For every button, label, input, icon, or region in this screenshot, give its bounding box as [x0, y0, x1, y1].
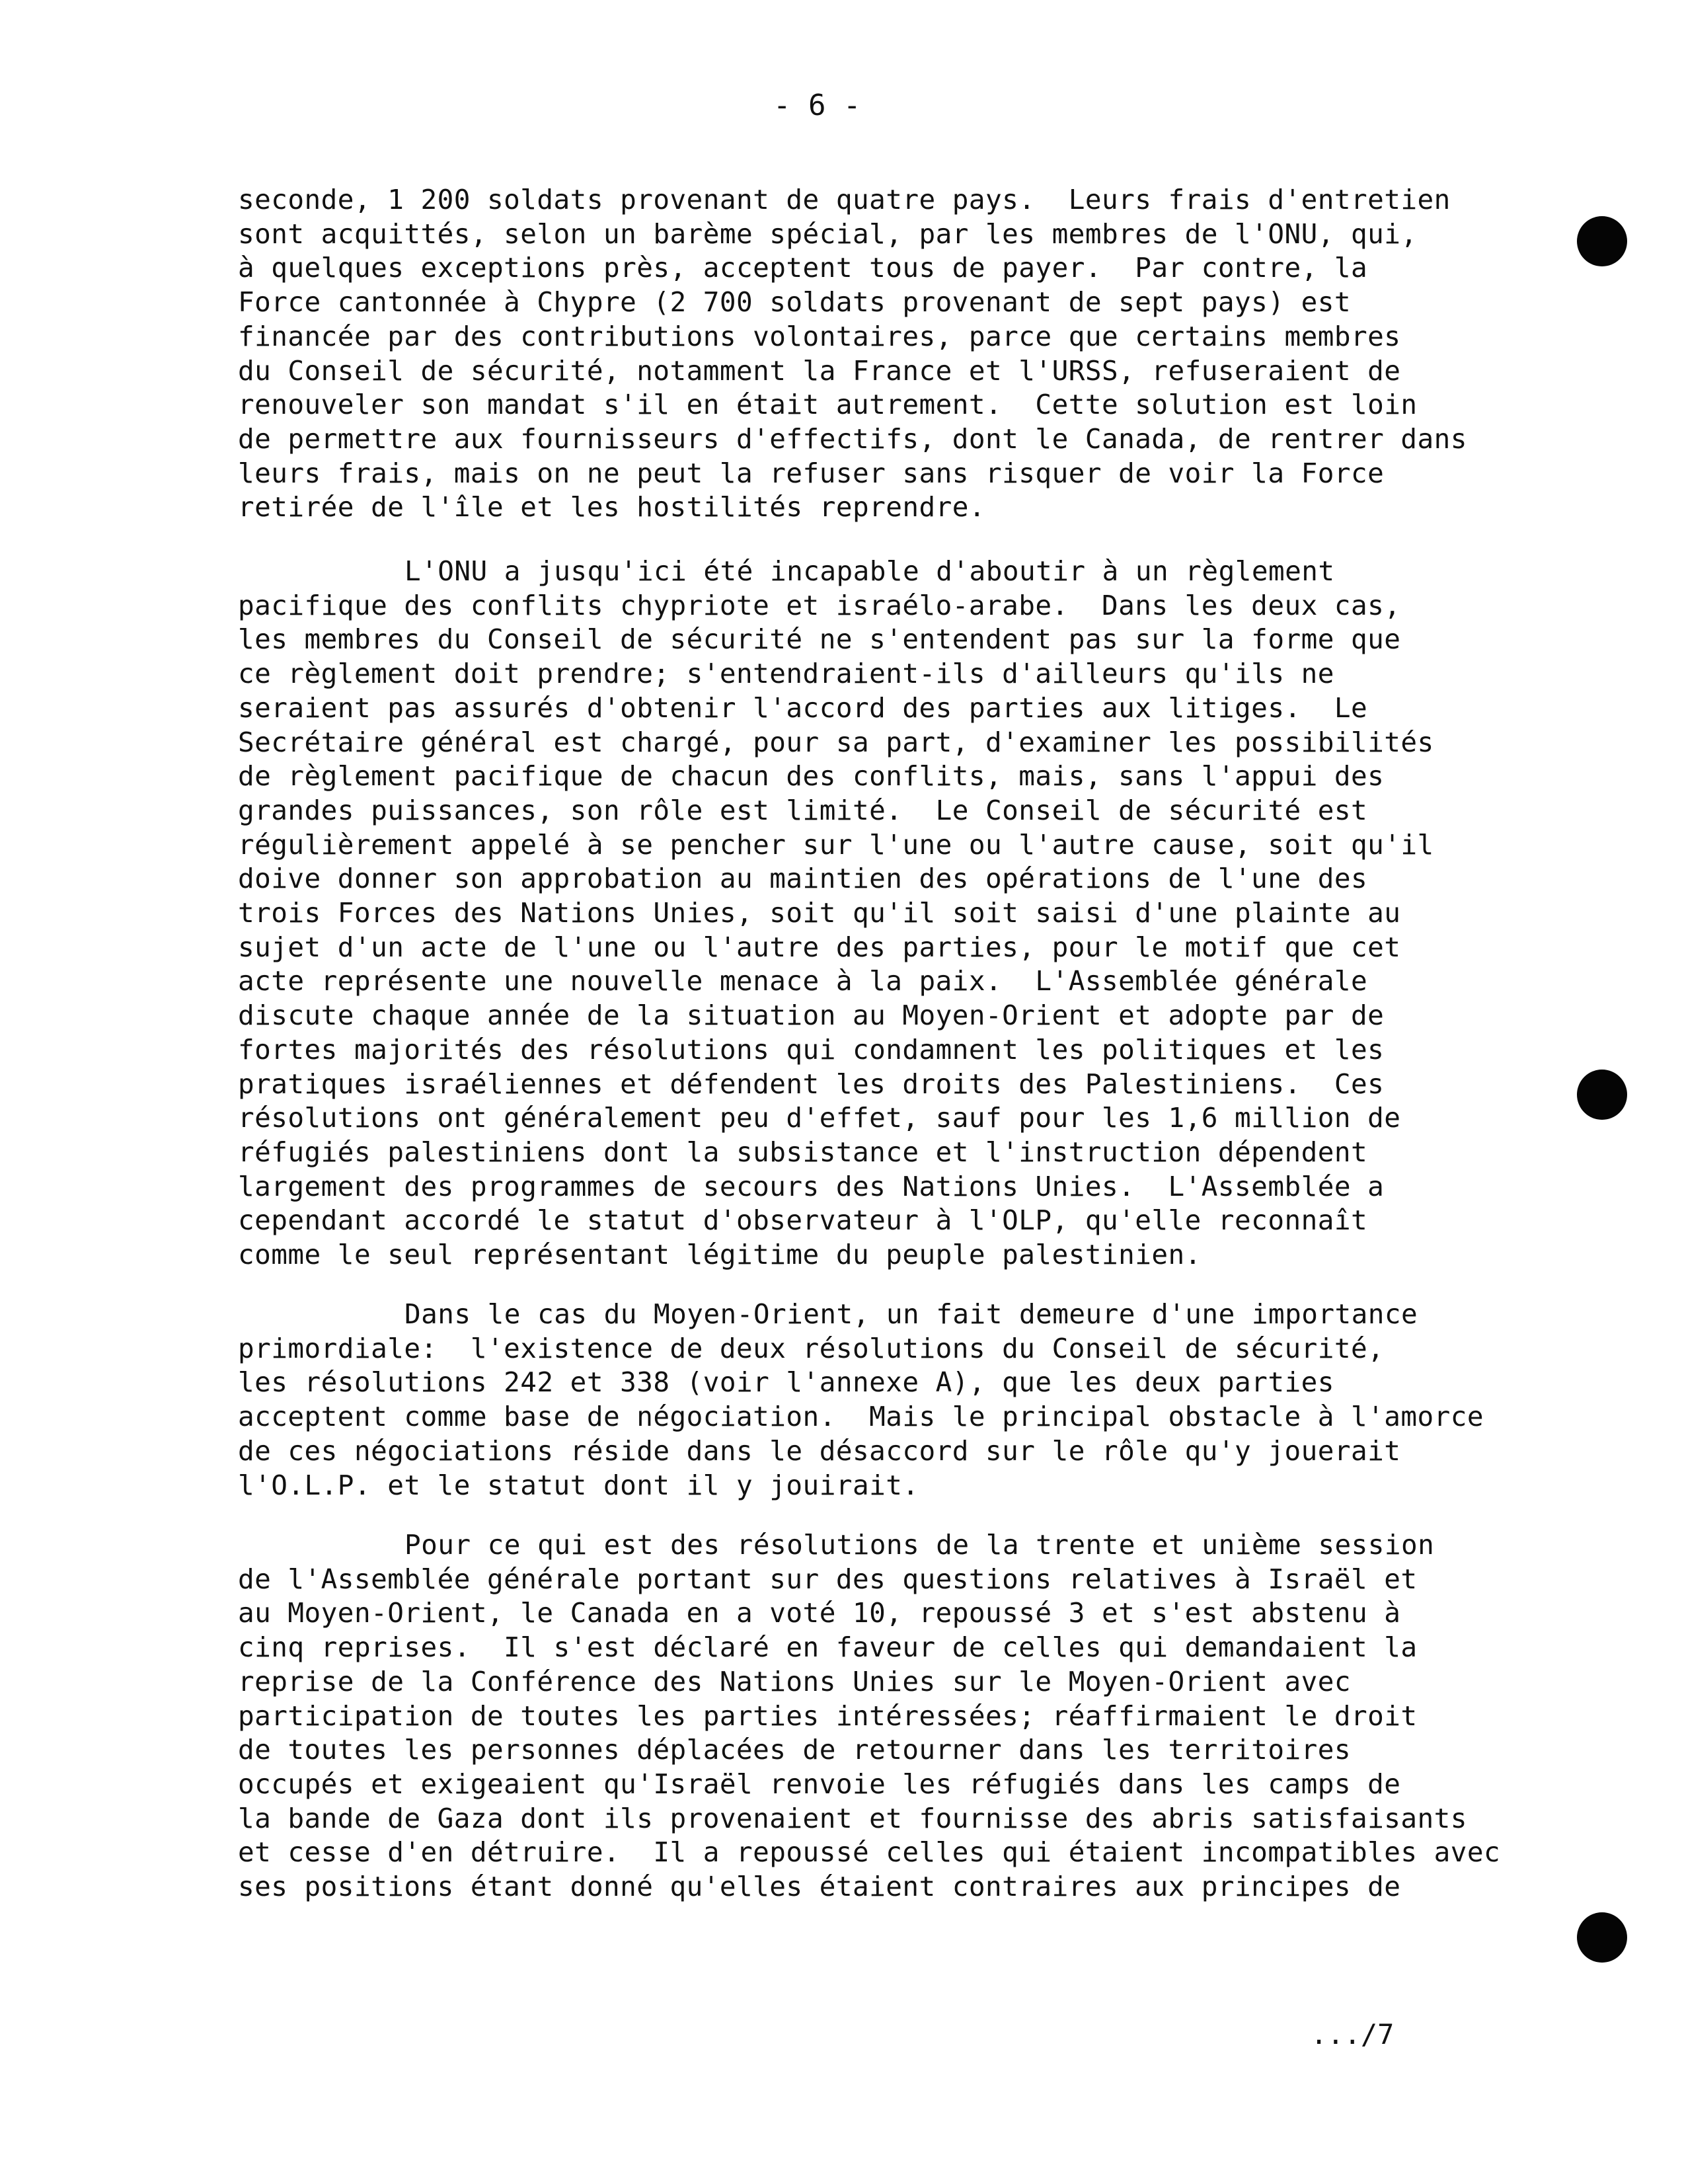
text-line: Dans le cas du Moyen-Orient, un fait demeure d'une importance — [404, 1298, 1418, 1330]
text-line: de règlement pacifique de chacun des conflits, mais, sans l'appui des — [238, 760, 1385, 793]
text-line: discute chaque année de la situation au Moyen-Orient et adopte par de — [238, 999, 1385, 1032]
text-line: de l'Assemblée générale portant sur des questions relatives à Israël et — [238, 1563, 1418, 1595]
text-line: financée par des contributions volontaires, parce que certains membres — [238, 320, 1401, 352]
text-line: l'O.L.P. et le statut dont il y jouirait. — [238, 1469, 919, 1501]
text-line: à quelques exceptions près, acceptent tous de payer. Par contre, la — [238, 252, 1368, 284]
continuation-marker: .../7 — [1311, 2018, 1395, 2050]
text-line: grandes puissances, son rôle est limité. Le Conseil de sécurité est — [238, 794, 1368, 826]
text-line: sujet d'un acte de l'une ou l'autre des parties, pour le motif que cet — [238, 931, 1401, 963]
text-line: fortes majorités des résolutions qui condamnent les politiques et les — [238, 1033, 1385, 1066]
paragraph-onu-peaceful-settlement — [238, 555, 1434, 1272]
text-line: largement des programmes de secours des Nations Unies. L'Assemblée a — [238, 1170, 1385, 1202]
paragraph-force-funding — [238, 183, 1467, 525]
text-line: retirée de l'île et les hostilités reprendre. — [238, 491, 986, 524]
text-line: pacifique des conflits chypriote et israélo-arabe. Dans les deux cas, — [238, 589, 1401, 621]
text-line: renouveler son mandat s'il en était autrement. Cette solution est loin — [238, 389, 1418, 421]
text-line: Pour ce qui est des résolutions de la trente et unième session — [404, 1529, 1435, 1561]
text-line: au Moyen-Orient, le Canada en a voté 10, repoussé 3 et s'est abstenu à — [238, 1597, 1401, 1629]
text-line: cinq reprises. Il s'est déclaré en faveur de celles qui demandaient la — [238, 1631, 1418, 1664]
text-line: cependant accordé le statut d'observateur à l'OLP, qu'elle reconnaît — [238, 1204, 1368, 1237]
text-line: trois Forces des Nations Unies, soit qu'il soit saisi d'une plainte au — [238, 897, 1401, 929]
text-line: comme le seul représentant légitime du peuple palestinien. — [238, 1239, 1202, 1271]
text-line: la bande de Gaza dont ils provenaient et fournisse des abris satisfaisants — [238, 1802, 1467, 1834]
text-line: doive donner son approbation au maintien des opérations de l'une des — [238, 863, 1368, 895]
text-line: sont acquittés, selon un barème spécial, par les membres de l'ONU, qui, — [238, 217, 1418, 250]
page-number: - 6 - — [773, 89, 861, 122]
text-line: L'ONU a jusqu'ici été incapable d'aboutir à un règlement — [404, 555, 1335, 587]
paragraph-canada-votes — [238, 1528, 1500, 1904]
text-line: seconde, 1 200 soldats provenant de quatre pays. Leurs frais d'entretien — [238, 184, 1451, 215]
text-line: du Conseil de sécurité, notamment la France et l'URSS, refuseraient de — [238, 354, 1401, 387]
text-line: acte représente une nouvelle menace à la paix. L'Assemblée générale — [238, 965, 1368, 997]
text-line: occupés et exigeaient qu'Israël renvoie les réfugiés dans les camps de — [238, 1768, 1401, 1800]
text-line: de toutes les personnes déplacées de retourner dans les territoires — [238, 1734, 1351, 1766]
text-line: primordiale: l'existence de deux résolutions du Conseil de sécurité, — [238, 1332, 1385, 1364]
text-line: et cesse d'en détruire. Il a repoussé celles qui étaient incompatibles avec — [238, 1836, 1501, 1869]
text-line: leurs frais, mais on ne peut la refuser sans risquer de voir la Force — [238, 457, 1385, 489]
text-line: participation de toutes les parties intéressées; réaffirmaient le droit — [238, 1699, 1418, 1732]
text-line: régulièrement appelé à se pencher sur l'une ou l'autre cause, soit qu'il — [238, 828, 1434, 861]
paragraph-middle-east-resolutions — [238, 1298, 1484, 1502]
text-line: Secrétaire général est chargé, pour sa part, d'examiner les possibilités — [238, 726, 1434, 758]
text-line: les résolutions 242 et 338 (voir l'annexe A), que les deux parties — [238, 1366, 1334, 1399]
punch-hole — [1577, 1070, 1627, 1120]
text-line: réfugiés palestiniens dont la subsistance et l'instruction dépendent — [238, 1136, 1368, 1168]
text-line: pratiques israéliennes et défendent les droits des Palestiniens. Ces — [238, 1068, 1385, 1100]
text-line: de ces négociations réside dans le désaccord sur le rôle qu'y jouerait — [238, 1434, 1401, 1467]
text-line: Force cantonnée à Chypre (2 700 soldats provenant de sept pays) est — [238, 286, 1351, 319]
text-line: résolutions ont généralement peu d'effet, sauf pour les 1,6 million de — [238, 1102, 1401, 1134]
text-line: ses positions étant donné qu'elles étaient contraires aux principes de — [238, 1871, 1401, 1903]
text-line: seraient pas assurés d'obtenir l'accord des parties aux litiges. Le — [238, 691, 1368, 724]
text-line: ce règlement doit prendre; s'entendraient-ils d'ailleurs qu'ils ne — [238, 658, 1334, 690]
punch-hole — [1577, 216, 1627, 266]
text-line: de permettre aux fournisseurs d'effectifs, dont le Canada, de rentrer dans — [238, 422, 1467, 455]
text-line: acceptent comme base de négociation. Mais le principal obstacle à l'amorce — [238, 1401, 1484, 1433]
text-line: les membres du Conseil de sécurité ne s'entendent pas sur la forme que — [238, 623, 1401, 656]
punch-hole — [1577, 1912, 1627, 1963]
text-line: reprise de la Conférence des Nations Unies sur le Moyen-Orient avec — [238, 1665, 1351, 1697]
